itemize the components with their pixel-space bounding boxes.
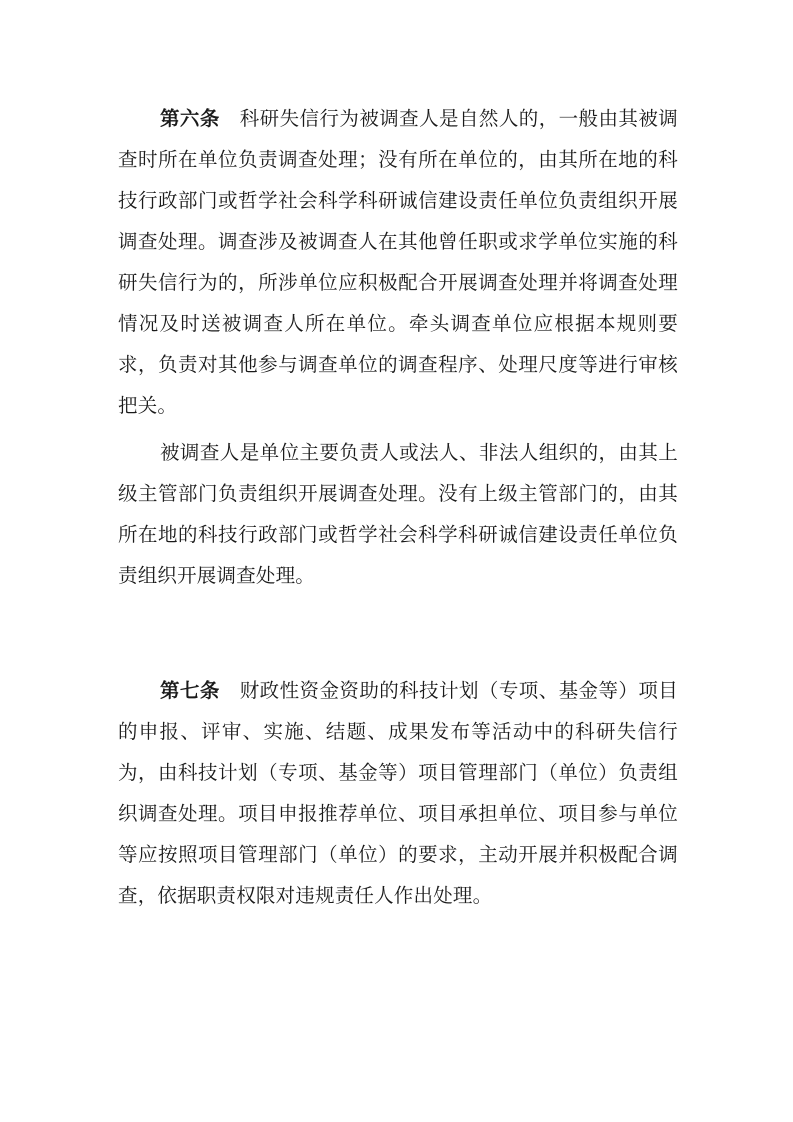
article-label-seven: 第七条 [160, 679, 220, 702]
paragraph-text: 被调查人是单位主要负责人或法人、非法人组织的，由其上级主管部门负责组织开展调查处理。没有上级主管部门的，由其所在地的科技行政部门或哲学社会科学科研诚信建设责任单位负责组织开展调查处理。 [118, 441, 678, 587]
paragraph-article-6-first [118, 98, 678, 426]
article-label-six: 第六条 [160, 107, 220, 130]
paragraph-article-6-second [118, 432, 678, 596]
section-spacer [118, 596, 678, 670]
document-body [118, 98, 678, 916]
paragraph-text: 财政性资金资助的科技计划（专项、基金等）项目的申报、评审、实施、结题、成果发布等活动中的科研失信行为，由科技计划（专项、基金等）项目管理部门（单位）负责组织调查处理。项目申报推荐单位、项目承担单位、项目参与单位等应按照项目管理部门（单位）的要求，主动开展并积极配合调查，依据职责权限对违规责任人作出处理。 [118, 679, 678, 907]
paragraph-article-7-first [118, 670, 678, 916]
paragraph-text: 科研失信行为被调查人是自然人的，一般由其被调查时所在单位负责调查处理；没有所在单位的，由其所在地的科技行政部门或哲学社会科学科研诚信建设责任单位负责组织开展调查处理。调查涉及被调查人在其他曾任职或求学单位实施的科研失信行为的，所涉单位应积极配合开展调查处理并将调查处理情况及时送被调查人所在单位。牵头调查单位应根据本规则要求，负责对其他参与调查单位的调查程序、处理尺度等进行审核把关。 [118, 107, 678, 417]
